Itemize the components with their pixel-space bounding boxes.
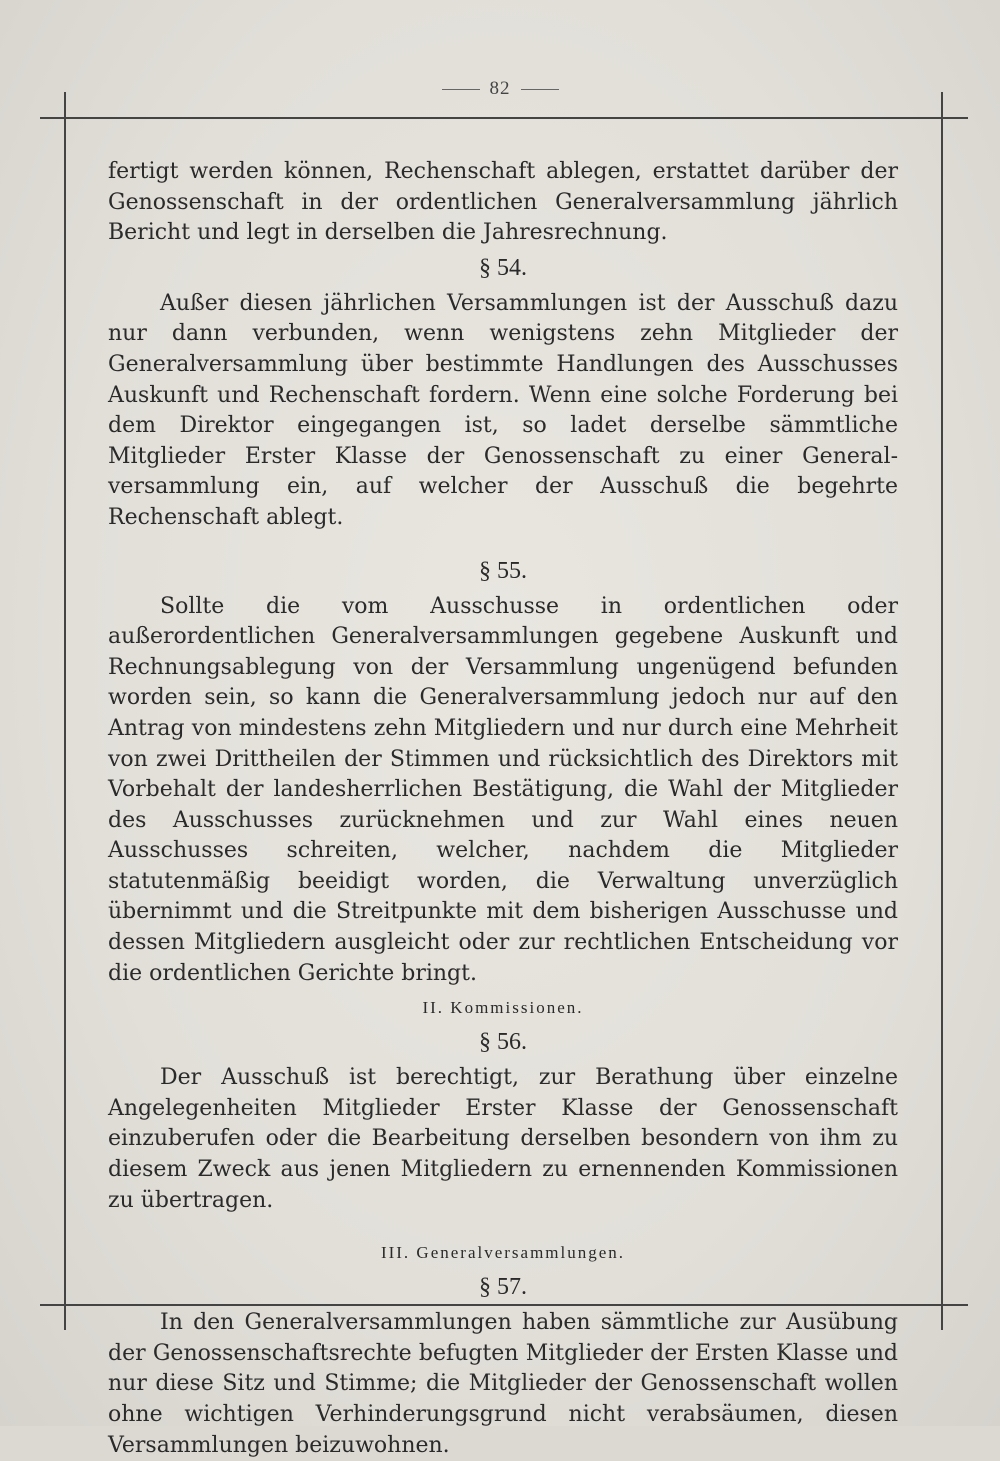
page-number — [0, 78, 1000, 100]
section-57-heading: § 57. — [479, 1274, 527, 1301]
continuation-paragraph: fertigt werden können, Rechenschaft ablegen, erstattet darüber der Genossenschaft in der ordentlichen Generalversammlung jährlich Bericht und legt in derselben die Jahresrechnung. — [108, 159, 898, 246]
section-57-text: In den Generalversammlungen haben sämmtliche zur Ausübung der Genossenschaftsrechte befugten Mitglieder der Ersten Klasse und nur diese Sitz und Stimme; die Mitglieder der Genossenschaft wollen ohne wichtigen Verhinderungsgrund nicht verabsäumen, diesen Versammlungen beizuwohnen. — [108, 1310, 898, 1458]
chapter-3-heading: III. Generalversammlungen. — [380, 1243, 626, 1263]
section-56-heading: § 56. — [479, 1029, 527, 1056]
section-54-heading: § 54. — [479, 254, 527, 281]
frame-rule-left — [64, 92, 66, 1330]
page-number-dash-left — [442, 89, 480, 90]
page-number-dash-right — [521, 89, 559, 90]
frame-rule-right — [941, 92, 943, 1330]
section-54-text: Außer diesen jährlichen Versammlungen ist der Ausschuß dazu nur dann verbunden, wenn wenigstens zehn Mitglieder der Generalversammlung über bestimmte Handlungen des Ausschusses Auskunft und Rechenschaft fordern. Wenn eine solche Forderung bei dem Direktor eingegangen ist, so ladet derselbe sämmtliche Mitglieder Erster Klasse der Genossenschaft zu einer Generalversammlung ein, auf welcher der Ausschuß die begehrte Rechenschaft ablegt. — [108, 290, 898, 530]
chapter-2-heading: II. Kommissionen. — [422, 998, 584, 1018]
section-55-text: Sollte die vom Ausschusse in ordentlichen oder außerordentlichen Generalversammlungen gegebene Auskunft und Rechnungsablegung von der Versammlung ungenügend befunden worden sein, so kann die Generalversammlung jedoch nur auf den Antrag von mindestens zehn Mitgliedern und nur durch eine Mehrheit von zwei Drittheilen der Stimmen und rücksichtlich des Direktors mit Vorbehalt der landesherrlichen Bestätigung, die Wahl der Mitglieder des Ausschusses zurücknehmen und zur Wahl eines neuen Ausschusses schreiten, welcher, nachdem die Mitglieder statutenmäßig beeidigt worden, die Verwaltung unverzüglich übernimmt und die Streitpunkte mit dem bisherigen Ausschusse und dessen Mitgliedern ausgleicht oder zur rechtlichen Entscheidung vor die ordentlichen Gerichte bringt. — [108, 593, 898, 986]
section-56-text: Der Ausschuß ist berechtigt, zur Berathung über einzelne Angelegenheiten Mitglieder Erster Klasse der Genossenschaft einzuberufen oder die Bearbeitung derselben besondern von ihm zu diesem Zweck aus jenen Mitgliedern zu ernennenden Kommissionen zu übertragen. — [108, 1065, 898, 1213]
section-55-heading: § 55. — [479, 557, 527, 584]
page-body — [108, 157, 898, 1461]
page-number-text: 82 — [489, 78, 511, 99]
frame-rule-top — [40, 117, 968, 119]
